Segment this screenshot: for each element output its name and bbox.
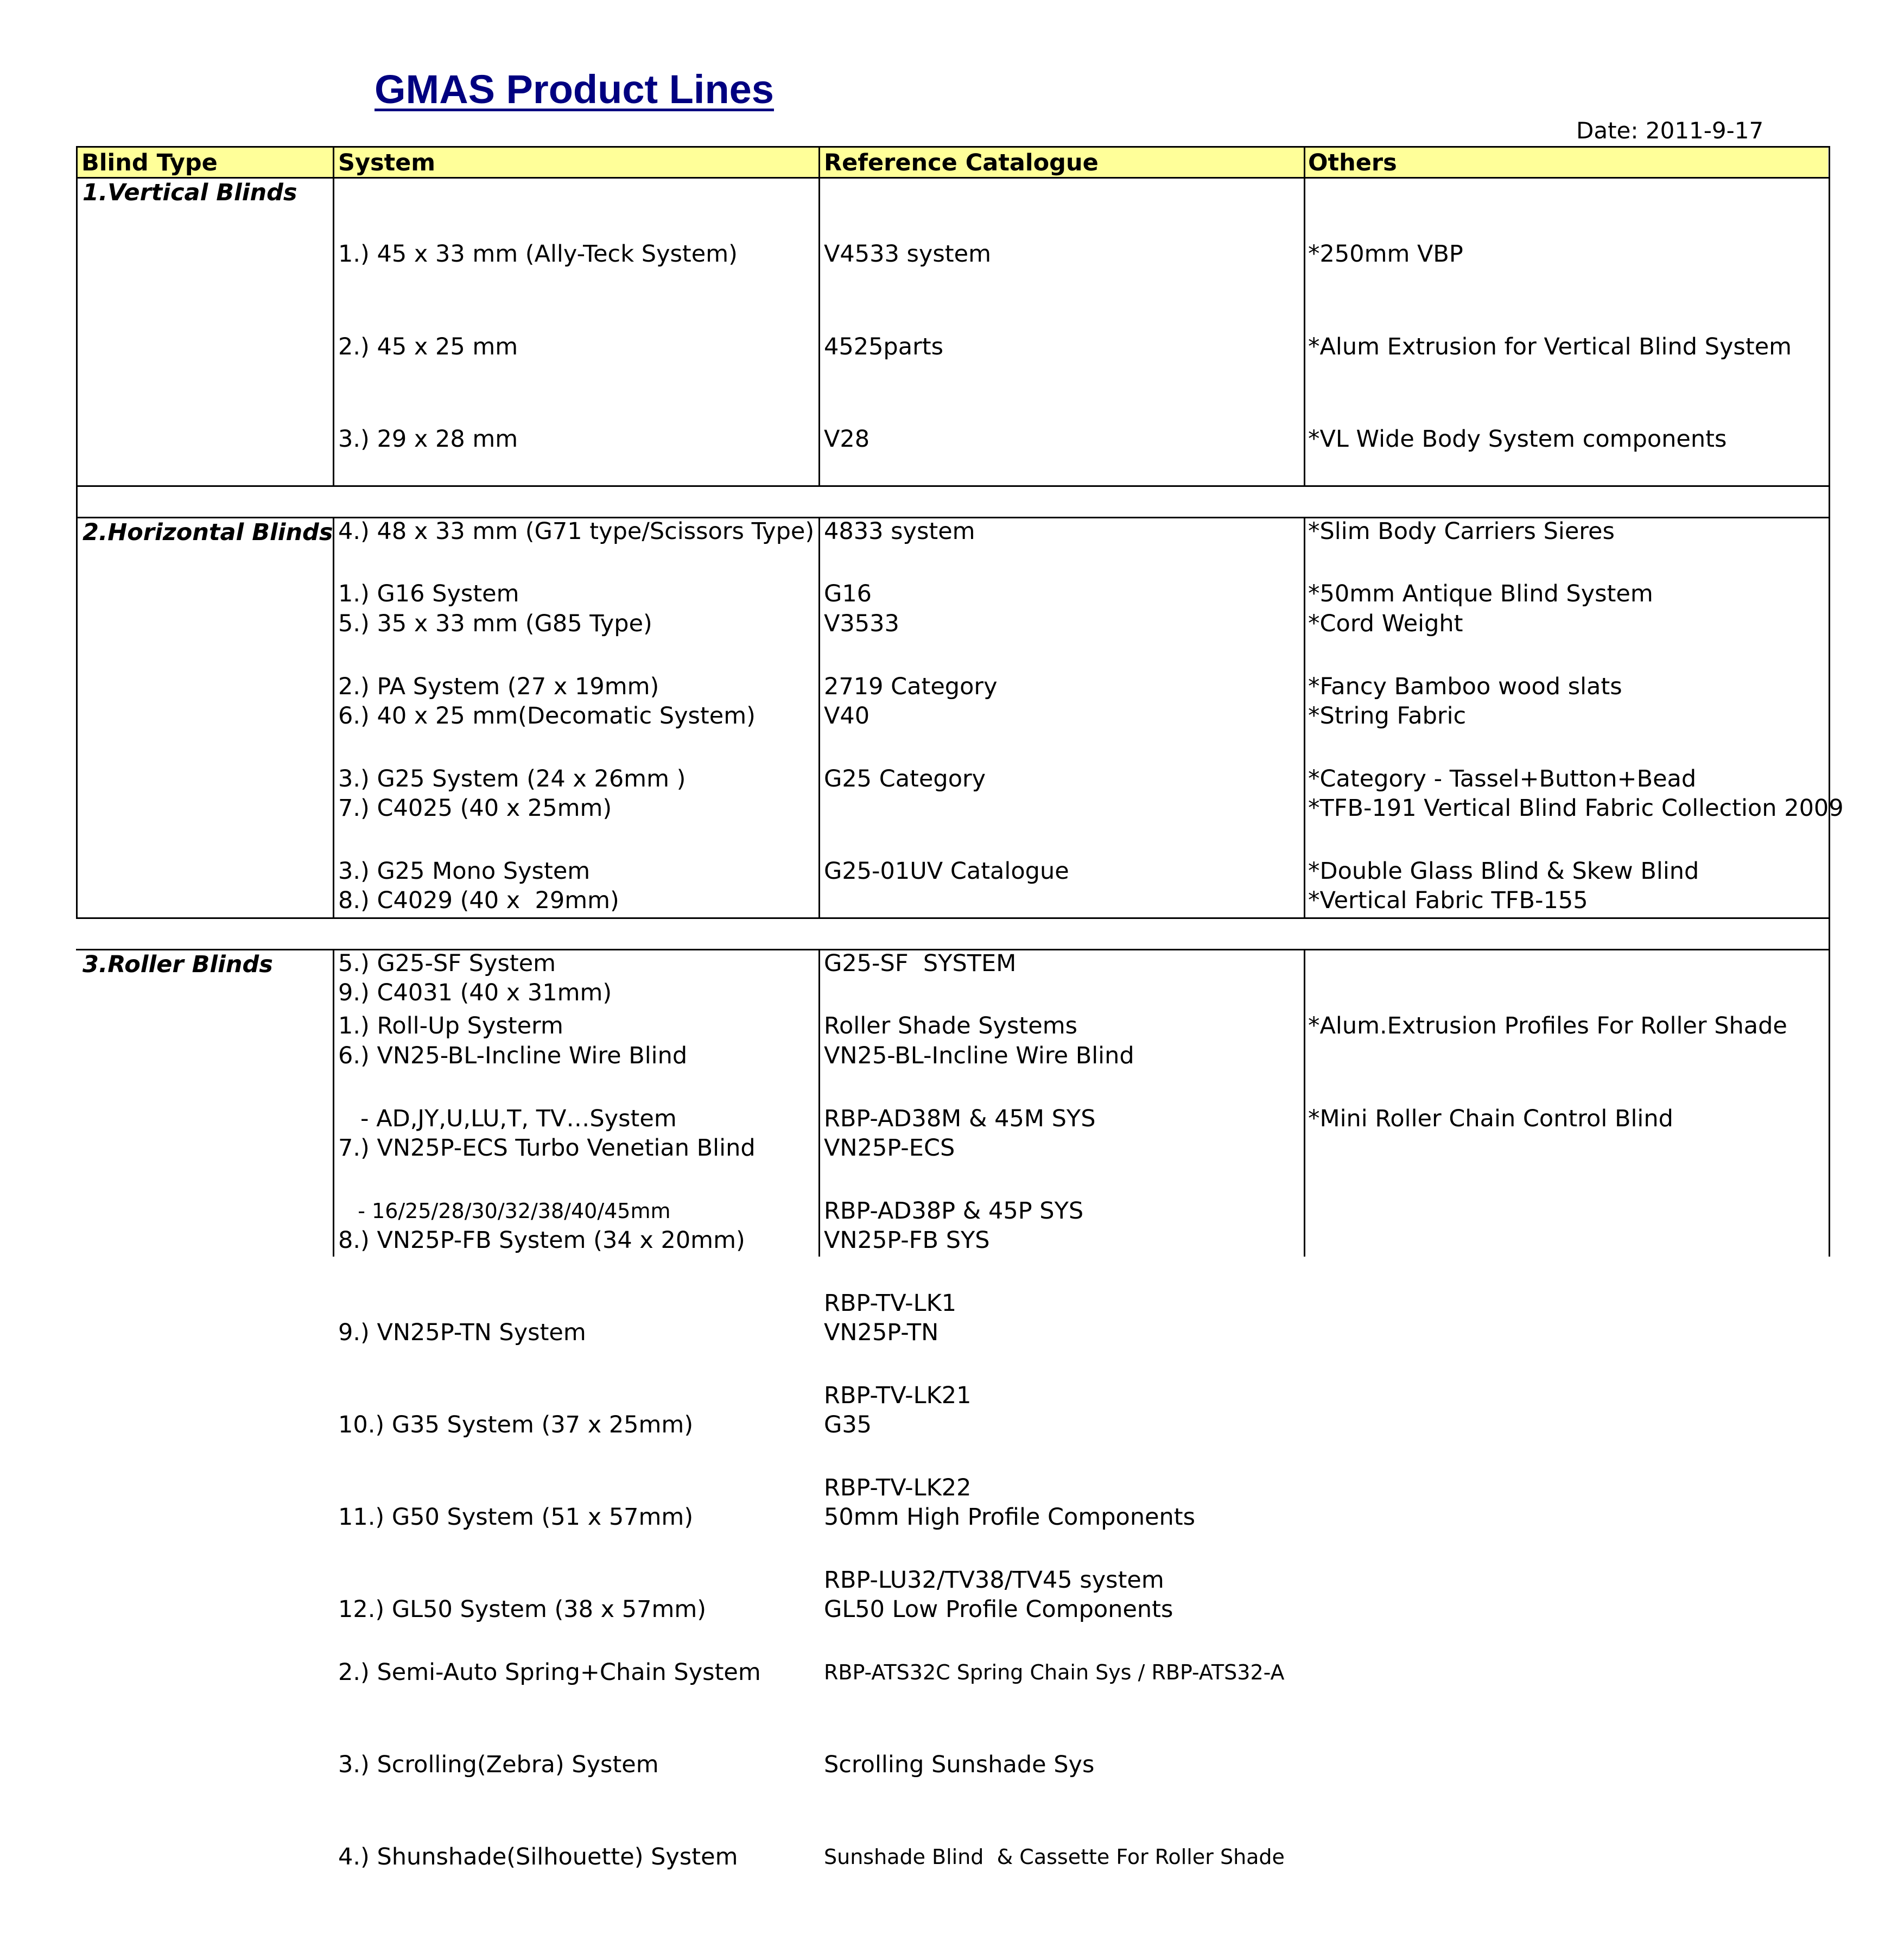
list-item: RBP-ATS32C Spring Chain Sys / RBP-ATS32-A: [824, 1660, 1285, 1685]
column-divider: [818, 517, 820, 919]
list-item: 3.) G25 System (24 x 26mm ): [338, 765, 686, 792]
column-divider: [333, 517, 334, 919]
list-item: *250mm VBP: [1308, 240, 1463, 268]
list-item: V40: [824, 702, 870, 730]
list-item: *Alum.Extrusion Profiles For Roller Shade: [1308, 1012, 1787, 1040]
list-item: 4.) 48 x 33 mm (G71 type/Scissors Type): [338, 517, 815, 545]
list-item: [338, 1288, 761, 1319]
header-system: System: [338, 149, 436, 176]
list-item: V28: [824, 425, 870, 453]
list-item: RBP-TV-LK21: [824, 1381, 972, 1409]
list-item: 2.) Semi-Auto Spring+Chain System: [338, 1659, 761, 1686]
list-item: *String Fabric: [1308, 702, 1467, 730]
list-item: Scrolling Sunshade Sys: [824, 1751, 1095, 1779]
header-others: Others: [1308, 149, 1397, 176]
blind-type-roller: 3.Roller Blinds: [82, 951, 273, 978]
list-item: 7.) VN25P-ECS Turbo Venetian Blind: [338, 1134, 756, 1162]
column-divider: [1304, 517, 1305, 919]
table-border: [76, 146, 1830, 148]
list-item: *Double Glass Blind & Skew Blind: [1308, 857, 1699, 885]
others-horizontal: [1308, 517, 1699, 948]
list-item: G25-01UV Catalogue: [824, 857, 1069, 885]
list-item: 6.) VN25-BL-Incline Wire Blind: [338, 1042, 688, 1069]
blind-type-horizontal: 2.Horizontal Blinds: [82, 519, 333, 546]
list-item: RBP-AD38M & 45M SYS: [824, 1105, 1096, 1132]
list-item: RBP-TV-LK1: [824, 1289, 957, 1317]
list-item: *50mm Antique Blind System: [1308, 580, 1653, 608]
list-item: *VL Wide Body System components: [1308, 425, 1727, 453]
list-item: Roller Shade Systems: [824, 1012, 1078, 1040]
list-item: Sunshade Blind & Cassette For Roller Shade: [824, 1845, 1285, 1869]
others-roller: [1308, 949, 1787, 1196]
list-item: - AD,JY,U,LU,T, TV…System: [338, 1105, 677, 1132]
list-item: 10.) G35 System (37 x 25mm): [338, 1411, 694, 1439]
list-item: *Alum Extrusion for Vertical Blind System: [1308, 333, 1792, 360]
list-item: 6.) 40 x 25 mm(Decomatic System): [338, 702, 756, 730]
list-item: [338, 1380, 761, 1411]
list-item: [338, 1473, 761, 1504]
date-label: Date: 2011-9-17: [1576, 117, 1764, 144]
list-item: GL50 Low Profile Components: [824, 1596, 1173, 1624]
list-item: 8.) C4029 (40 x 29mm): [338, 887, 619, 915]
list-item: 4525parts: [824, 333, 944, 360]
list-item: VN25-BL-Incline Wire Blind: [824, 1042, 1134, 1069]
list-item: 7.) C4025 (40 x 25mm): [338, 794, 612, 822]
list-item: 1.) Roll-Up Systerm: [338, 1012, 563, 1040]
list-item: *Fancy Bamboo wood slats: [1308, 673, 1622, 700]
list-item: 3.) 29 x 28 mm: [338, 425, 518, 453]
list-item: V4533 system: [824, 240, 991, 268]
list-item: RBP-TV-LK22: [824, 1474, 972, 1501]
list-item: VN25P-FB SYS: [824, 1227, 990, 1254]
list-item: 8.) VN25P-FB System (34 x 20mm): [338, 1227, 745, 1254]
list-item: 1.) 45 x 33 mm (Ally-Teck System): [338, 240, 738, 268]
list-item: 5.) 35 x 33 mm (G85 Type): [338, 610, 652, 637]
list-item: G16: [824, 580, 872, 608]
column-divider: [333, 146, 334, 487]
list-item: 12.) GL50 System (38 x 57mm): [338, 1596, 707, 1624]
catalogues-roller: [824, 949, 1285, 1934]
list-item: *Slim Body Carriers Sieres: [1308, 517, 1615, 545]
list-item: 4.) Shunshade(Silhouette) System: [338, 1843, 738, 1871]
blind-type-vertical: 1.Vertical Blinds: [82, 179, 297, 206]
list-item: - 16/25/28/30/32/38/40/45mm: [338, 1199, 671, 1223]
list-item: 50mm High Profile Components: [824, 1504, 1196, 1531]
list-item: 4833 system: [824, 517, 975, 545]
page-title: GMAS Product Lines: [375, 67, 774, 112]
list-item: *Category - Tassel+Button+Bead: [1308, 765, 1697, 792]
list-item: RBP-AD38P & 45P SYS: [824, 1197, 1084, 1225]
list-item: G35: [824, 1411, 872, 1439]
list-item: 3.) Scrolling(Zebra) System: [338, 1751, 659, 1779]
list-item: 2719 Category: [824, 673, 998, 700]
list-item: *Cord Weight: [1308, 610, 1463, 637]
column-divider: [1304, 146, 1305, 487]
column-divider: [333, 949, 334, 1257]
list-item: 9.) VN25P-TN System: [338, 1319, 586, 1347]
list-item: VN25P-ECS: [824, 1134, 955, 1162]
list-item: 9.) C4031 (40 x 31mm): [338, 979, 612, 1007]
list-item: [338, 1565, 761, 1596]
list-item: VN25P-TN: [824, 1319, 939, 1347]
list-item: 2.) 45 x 25 mm: [338, 333, 518, 360]
list-item: 3.) G25 Mono System: [338, 857, 591, 885]
column-divider: [1304, 949, 1305, 1257]
column-divider: [818, 949, 820, 1257]
list-item: *Mini Roller Chain Control Blind: [1308, 1105, 1673, 1132]
list-item: G25-SF SYSTEM: [824, 949, 1017, 977]
list-item: 11.) G50 System (51 x 57mm): [338, 1504, 694, 1531]
list-item: 1.) G16 System: [338, 580, 519, 608]
list-item: G25 Category: [824, 765, 986, 792]
column-divider: [818, 146, 820, 487]
list-item: 5.) G25-SF System: [338, 949, 556, 977]
list-item: *Vertical Fabric TFB-155: [1308, 887, 1588, 915]
list-item: RBP-LU32/TV38/TV45 system: [824, 1566, 1164, 1594]
header-reference-catalogue: Reference Catalogue: [824, 149, 1099, 176]
header-blind-type: Blind Type: [81, 149, 218, 176]
list-item: 2.) PA System (27 x 19mm): [338, 673, 659, 700]
list-item: V3533: [824, 610, 899, 637]
systems-roller: [338, 949, 761, 1934]
table-border: [76, 146, 78, 919]
list-item: *TFB-191 Vertical Blind Fabric Collection 2009: [1308, 794, 1844, 822]
